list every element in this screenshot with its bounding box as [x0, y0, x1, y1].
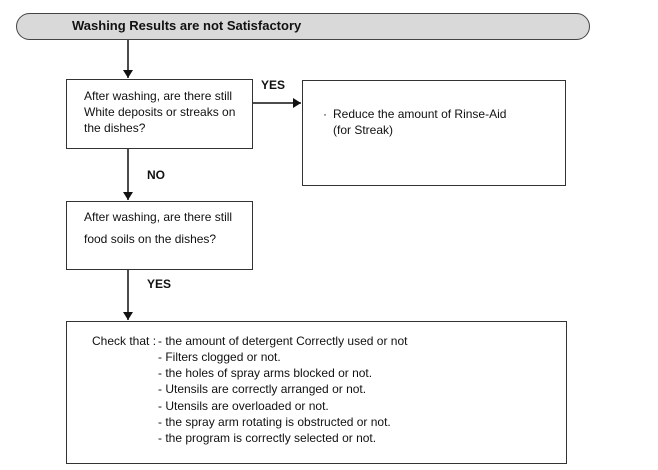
question1-text: After washing, are there still White deposits or streaks on the dishes?: [84, 89, 236, 135]
check-item: - Utensils are overloaded or not.: [158, 399, 329, 413]
check-item: - the holes of spray arms blocked or not.: [158, 366, 373, 380]
check-item: - Utensils are correctly arranged or not.: [158, 382, 367, 396]
check-item: - the amount of detergent Correctly used or not: [158, 334, 408, 348]
check-prefix: Check that :: [92, 334, 157, 348]
check-item: - the spray arm rotating is obstructed or not.: [158, 415, 391, 429]
header-title: Washing Results are not Satisfactory: [72, 18, 302, 33]
answer1-text: Reduce the amount of Rinse-Aid (for Streak): [333, 107, 507, 137]
yes-label-2: YES: [147, 277, 172, 291]
question2-text: After washing, are there still food soils on the dishes?: [84, 210, 233, 246]
no-label: NO: [147, 168, 165, 182]
check-item: - the program is correctly selected or not.: [158, 431, 377, 445]
answer1-bullet: ·: [323, 107, 327, 121]
yes-label-1: YES: [261, 78, 286, 92]
check-item: - Filters clogged or not.: [158, 350, 281, 364]
